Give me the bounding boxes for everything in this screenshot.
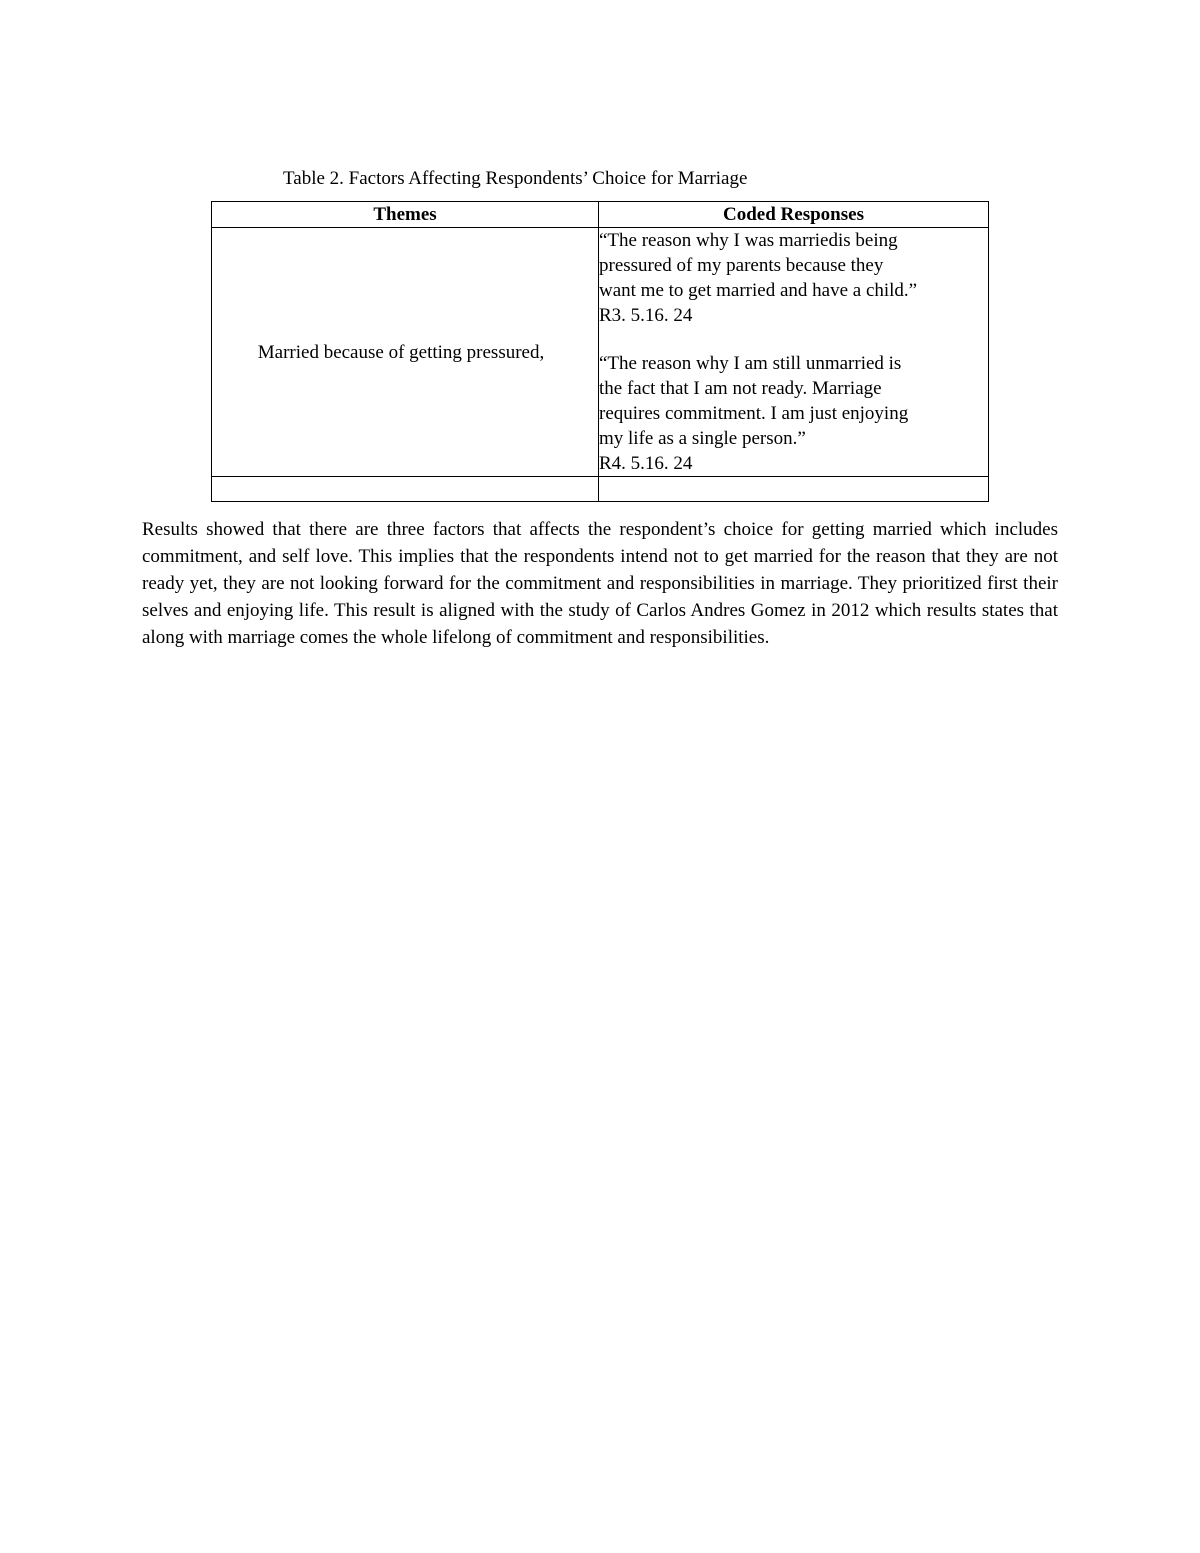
table-caption: Table 2. Factors Affecting Respondents’ Choice for Marriage — [283, 168, 748, 189]
empty-responses-cell — [599, 477, 989, 502]
response-line: my life as a single person.” — [599, 428, 806, 449]
results-paragraph: Results showed that there are three factors that affects the respondent’s choice for getting married which includes commitment, and self love. This implies that the respondents intend not to get married for the reason that they are not ready yet, they are not looking forward for the commitment and responsibilities in marriage. They prioritized first their selves and enjoying life. This result is aligned with the study of Carlos Andres Gomez in 2012 which results states that along with marriage comes the whole lifelong of commitment and responsibilities. — [142, 519, 1058, 648]
header-themes: Themes — [212, 202, 599, 228]
response-quote-r4 — [599, 351, 988, 476]
response-line: “The reason why I am still unmarried is — [599, 353, 902, 374]
factors-table — [211, 201, 989, 502]
response-code: R3. 5.16. 24 — [599, 305, 693, 326]
response-line: “The reason why I was marriedis being — [599, 230, 898, 251]
response-code: R4. 5.16. 24 — [599, 453, 693, 474]
response-line: pressured of my parents because they — [599, 255, 884, 276]
table-header-row — [212, 202, 989, 228]
responses-cell — [599, 228, 989, 477]
table-row — [212, 228, 989, 477]
header-coded-responses: Coded Responses — [599, 202, 989, 228]
table-row-empty — [212, 477, 989, 502]
theme-text: Married because of getting pressured, — [257, 341, 545, 363]
response-line: requires commitment. I am just enjoying — [599, 403, 909, 424]
response-line: want me to get married and have a child.” — [599, 280, 918, 301]
response-line: the fact that I am not ready. Marriage — [599, 378, 882, 399]
response-quote-r3 — [599, 228, 988, 328]
empty-theme-cell — [212, 477, 599, 502]
theme-cell — [212, 228, 599, 477]
